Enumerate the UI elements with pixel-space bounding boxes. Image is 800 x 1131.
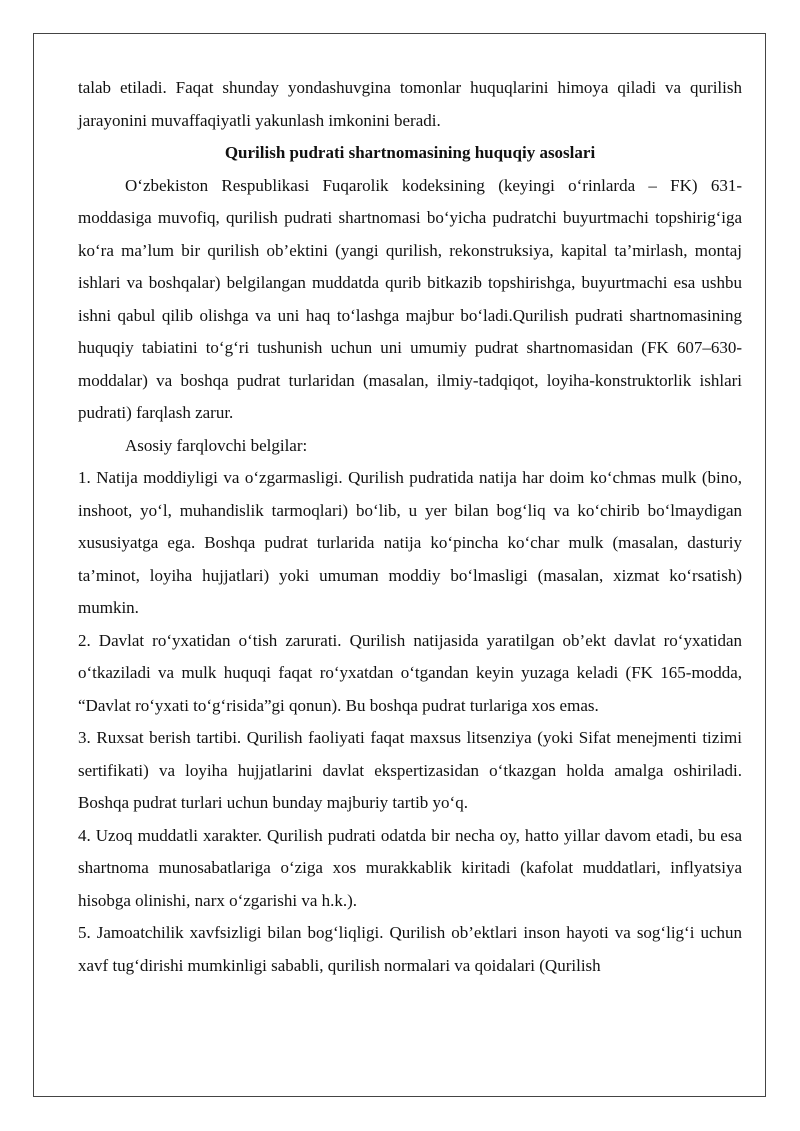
feature-item-3: 3. Ruxsat berish tartibi. Qurilish faoliyati faqat maxsus litsenziya (yoki Sifat menejmenti tizimi sertifikati) va loyiha hujjatlarini davlat ekspertizasidan o‘tkazgan holda amalga oshiriladi. Boshqa pudrat turlari uchun bunday majburiy tartib yo‘q. [78, 728, 742, 812]
feature-item-1: 1. Natija moddiyligi va o‘zgarmasligi. Qurilish pudratida natija har doim ko‘chmas mulk (bino, inshoot, yo‘l, muhandislik tarmoqlari) bo‘lib, u yer bilan bog‘liq va ko‘chirib bo‘lmaydigan xususiyatga ega. Boshqa pudrat turlarida natija ko‘pincha ko‘char mulk (masalan, dasturiy ta’minot, loyiha hujjatlari) yoki umuman moddiy bo‘lmasligi (masalan, xizmat ko‘rsatish) mumkin. [78, 468, 742, 617]
intro-paragraph: talab etiladi. Faqat shunday yondashuvgina tomonlar huquqlarini himoya qiladi va qurilish jarayonini muvaffaqiyatli yakunlash imkonini beradi. [78, 78, 742, 130]
feature-item-5: 5. Jamoatchilik xavfsizligi bilan bog‘liqligi. Qurilish ob’ektlari inson hayoti va sog‘lig‘i uchun xavf tug‘dirishi mumkinligi sababli, qurilish normalari va qoidalari (Qurilish [78, 923, 742, 975]
features-intro: Asosiy farqlovchi belgilar: [125, 435, 308, 455]
section-heading: Qurilish pudrati shartnomasining huquqiy asoslari [224, 143, 596, 162]
feature-item-2: 2. Davlat ro‘yxatidan o‘tish zarurati. Qurilish natijasida yaratilgan ob’ekt davlat ro‘yxatidan o‘tkaziladi va mulk huquqi faqat ro‘yxatdan o‘tgandan keyin yuzaga keladi (FK 165-modda, “Davlat ro‘yxati to‘g‘risida”gi qonun). Bu boshqa pudrat turlariga xos emas. [78, 630, 742, 715]
document-body [78, 72, 742, 982]
definition-paragraph: O‘zbekiston Respublikasi Fuqarolik kodeksining (keyingi o‘rinlarda – FK) 631-moddasiga muvofiq, qurilish pudrati shartnomasi bo‘yicha pudratchi buyurtmachi topshirig‘iga ko‘ra ma’lum bir qurilish ob’ektini (yangi qurilish, rekonstruksiya, kapital ta’mirlash, montaj ishlari va boshqalar) belgilangan muddatda qurib bitkazib topshirishga, buyurtmachi esa ushbu ishni qabul qilib olishga va uni haq to‘lashga majbur bo‘ladi.Qurilish pudrati shartnomasining huquqiy tabiatini to‘g‘ri tushunish uchun uni umumiy pudrat shartnomasidan (FK 607–630-moddalar) va boshqa pudrat turlaridan (masalan, ilmiy-tadqiqot, loyiha-konstruktorlik ishlari pudrati) farqlash zarur. [78, 175, 742, 422]
feature-item-4: 4. Uzoq muddatli xarakter. Qurilish pudrati odatda bir necha oy, hatto yillar davom etadi, bu esa shartnoma munosabatlariga o‘ziga xos murakkablik kiritadi (kafolat muddatlari, inflyatsiya hisobga olinishi, narx o‘zgarishi va h.k.). [78, 825, 742, 910]
